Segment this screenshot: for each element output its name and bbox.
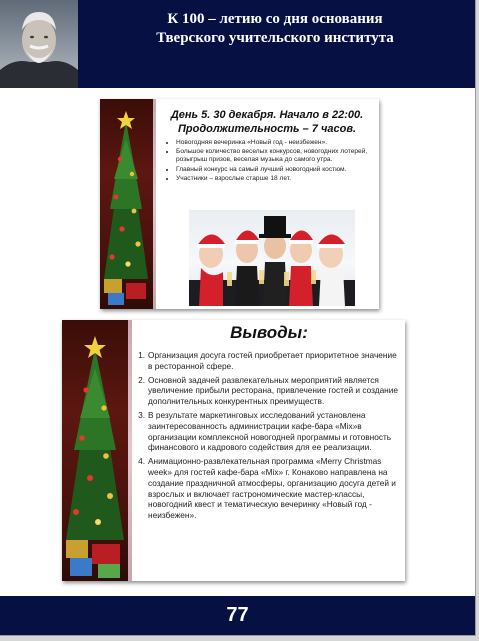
conclusions-list: [138, 350, 400, 524]
portrait-photo: [0, 0, 78, 88]
decorative-stripe: [153, 99, 156, 309]
party-photo: [189, 210, 355, 306]
header-title-line1: К 100 – летию со дня основания: [167, 11, 383, 27]
item-text: Анимационно-развлекательная программа «Merry Christmas week» для гостей кафе-бара «Mix» г. Конаково направлена на создание праздничной атмосферы, организацию досуга детей и взрослых и включает гастрономические мастер-классы, новогодний квест и тематическую вечеринку «Новый год - неизбежен».: [148, 456, 396, 521]
conclusion-item: [138, 350, 400, 372]
conclusion-item: [138, 409, 400, 453]
item-number: 4.: [138, 456, 145, 467]
footer-banner: [0, 596, 475, 635]
item-number: 2.: [138, 374, 145, 385]
bullet-item: • Главный конкурс на самый лучший новогодний костюм.: [176, 166, 379, 174]
page-number: 77: [226, 604, 249, 626]
party-people-illustration: [189, 210, 355, 306]
item-text: Организация досуга гостей приобретает приоритетное значение в ресторанной сфере.: [148, 350, 397, 371]
decorative-stripe: [128, 320, 132, 581]
bullet-item: • Новогодняя вечеринка «Новый год - неизбежен».: [176, 139, 379, 147]
item-number: 3.: [138, 409, 145, 420]
slide-day-5-title-line2: Продолжительность – 7 часов.: [177, 123, 357, 135]
header-banner: [0, 0, 475, 88]
slide-day-5: [100, 99, 379, 309]
item-number: 1.: [138, 350, 145, 360]
slide-conclusions: [62, 320, 405, 581]
item-text: В результате маркетинговых исследований установлена заинтересованность администрации кафе-бара «Mix»в организации комплексной новогодней программы и готовность финансового и кадрового содействия для ее реализации.: [148, 409, 392, 453]
christmas-tree-icon: [62, 320, 128, 581]
slide-conclusions-title: Выводы:: [230, 323, 308, 342]
conclusion-item: [138, 456, 400, 521]
bullet-item: • Большое количество веселых конкурсов, новогодних лотерей, розыгрыш призов, веселая музыка до самого утра.: [176, 148, 379, 164]
conclusion-item: [138, 374, 400, 407]
christmas-tree-image: [62, 320, 128, 581]
slide-day-5-title-line1: День 5. 30 декабря. Начало в 22:00.: [170, 109, 364, 121]
portrait-illustration: [0, 0, 78, 88]
slide-day-5-bullets: [166, 139, 379, 184]
slide-day-5-title: [160, 108, 374, 136]
bullet-item: • Участники – взрослые старше 18 лет.: [176, 175, 379, 183]
header-title: [90, 10, 460, 48]
header-title-line2: Тверского учительского института: [156, 30, 394, 46]
christmas-tree-image: [100, 99, 153, 309]
item-text: Основной задачей развлекательных мероприятий является увеличение прибыли ресторана, привлечение гостей и создание дополнительных конкурентных преимуществ.: [148, 374, 399, 407]
christmas-tree-icon: [100, 99, 153, 309]
